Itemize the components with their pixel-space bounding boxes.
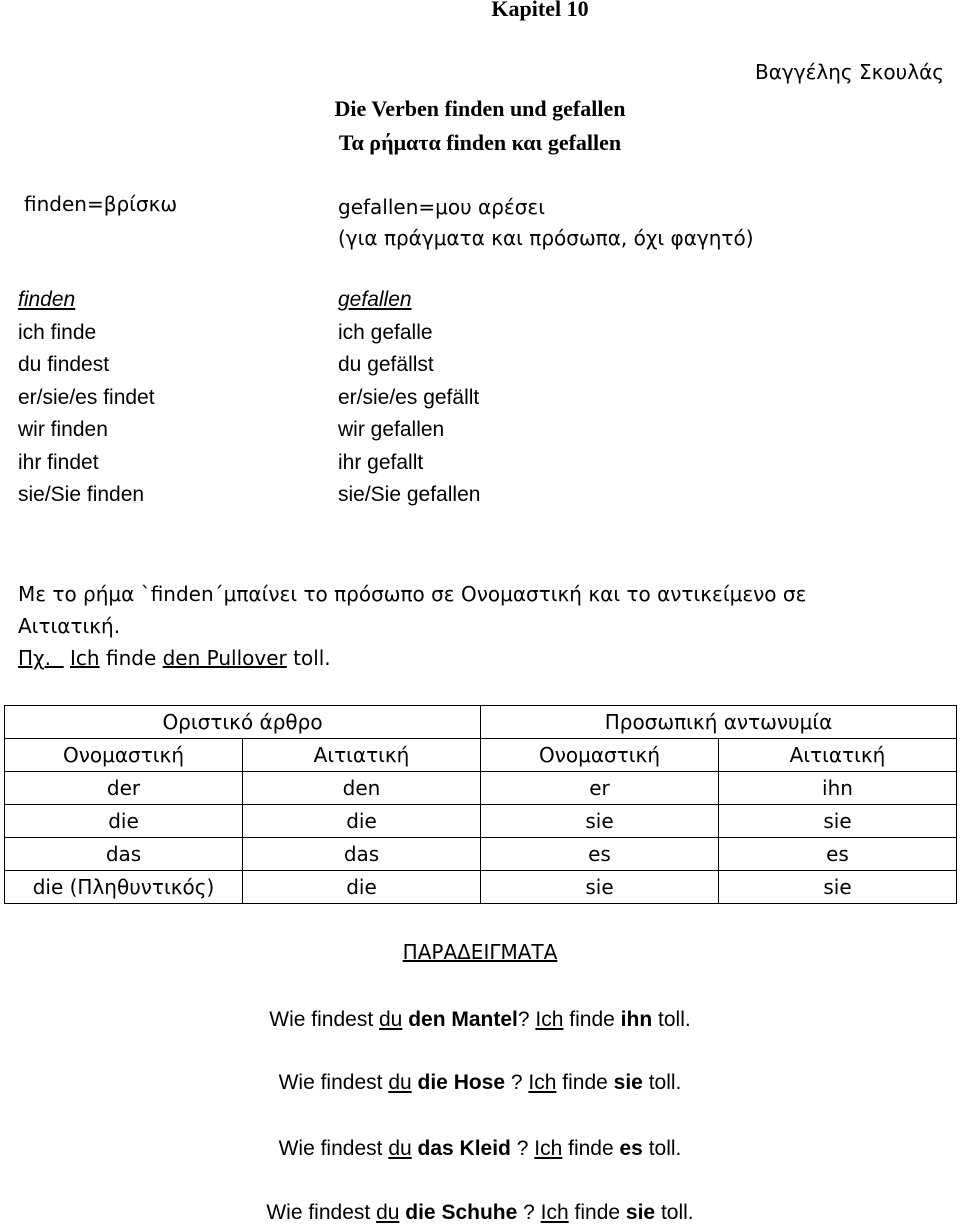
table-cell: den xyxy=(243,772,481,805)
example-verb: finde xyxy=(568,1137,614,1160)
example-subject-du: du xyxy=(376,1201,400,1224)
chapter-title: Kapitel 10 xyxy=(491,0,589,21)
table-column-header: Αιτιατική xyxy=(243,739,481,772)
examples-heading: ΠΑΡΑΔΕΙΓΜΑΤΑ xyxy=(402,940,558,964)
definition-gefallen-block xyxy=(338,192,754,254)
author-name: Βαγγέλης Σκουλάς xyxy=(755,60,944,84)
example-subject-ich: Ich xyxy=(534,1137,563,1160)
example-end: toll. xyxy=(648,1137,682,1160)
example-pronoun: sie xyxy=(625,1201,656,1224)
example-question-mark: ? xyxy=(517,1201,535,1224)
conjugation-form: ich finde xyxy=(18,320,97,344)
conjugation-form: du findest xyxy=(18,353,110,376)
table-cell: ihn xyxy=(719,772,957,805)
example-end: toll. xyxy=(658,1008,691,1031)
table-cell: sie xyxy=(481,805,719,838)
conjugation-heading-gefallen: gefallen xyxy=(338,288,412,311)
example-pronoun: ihn xyxy=(620,1008,653,1031)
conjugation-gefallen xyxy=(338,284,480,512)
table-cell: die xyxy=(5,805,243,838)
table-row xyxy=(5,871,957,904)
example-verb: finde xyxy=(562,1071,608,1094)
definition-finden: finden=βρίσκω xyxy=(24,192,178,216)
conjugation-form: wir gefallen xyxy=(338,418,445,441)
definition-gefallen: gefallen=μου αρέσει xyxy=(338,195,545,219)
table-cell: der xyxy=(5,772,243,805)
table-cell: er xyxy=(481,772,719,805)
conjugation-form: du gefällst xyxy=(338,353,434,376)
example-sentence xyxy=(0,1071,960,1095)
conjugation-form: er/sie/es findet xyxy=(18,385,155,409)
example-question: Wie findest xyxy=(266,1201,371,1224)
example-subject-ich: Ich xyxy=(535,1008,564,1031)
example-question-mark: ? xyxy=(505,1071,523,1094)
example-subject: Ich xyxy=(70,646,100,670)
example-subject-du: du xyxy=(379,1008,403,1031)
conjugation-form: ihr findet xyxy=(18,450,99,474)
declension-table xyxy=(4,705,957,904)
table-column-header-row xyxy=(5,739,957,772)
table-cell: sie xyxy=(481,871,719,904)
example-question: Wie findest xyxy=(278,1071,383,1094)
table-cell: es xyxy=(481,838,719,871)
example-question: Wie findest xyxy=(278,1137,383,1160)
conjugation-form: sie/Sie gefallen xyxy=(338,483,481,506)
conjugation-form: ihr gefallt xyxy=(338,450,424,474)
table-column-header: Ονομαστική xyxy=(5,739,243,772)
table-cell: das xyxy=(5,838,243,871)
conjugation-form: er/sie/es gefällt xyxy=(338,385,480,409)
explanation xyxy=(18,578,806,674)
example-verb: finde xyxy=(574,1201,621,1224)
example-object: den Mantel xyxy=(408,1008,518,1031)
title-greek: Τα ρήματα finden και gefallen xyxy=(338,130,622,155)
explanation-line-1: Με το ρήμα `finden΄μπαίνει το πρόσωπο σε Ονομαστική και το αντικείμενο σε xyxy=(18,582,807,606)
table-cell: die xyxy=(243,871,481,904)
example-sentence xyxy=(0,1137,960,1161)
example-object: die Schuhe xyxy=(405,1201,518,1224)
conjugation-form: wir finden xyxy=(18,418,108,441)
example-subject-du: du xyxy=(388,1071,412,1094)
table-cell: sie xyxy=(719,805,957,838)
table-cell: das xyxy=(243,838,481,871)
table-cell: es xyxy=(719,838,957,871)
conjugation-form: sie/Sie finden xyxy=(18,483,145,506)
example-question-mark: ? xyxy=(517,1008,530,1031)
explanation-example xyxy=(18,642,806,674)
table-group-header-row xyxy=(5,706,957,739)
example-pronoun: es xyxy=(619,1137,643,1160)
table-column-header: Ονομαστική xyxy=(481,739,719,772)
example-subject-ich: Ich xyxy=(540,1201,569,1224)
example-end: toll. xyxy=(648,1071,682,1094)
definition-gefallen-note: (για πράγματα και πρόσωπα, όχι φαγητό) xyxy=(338,226,754,250)
table-group-header: Προσωπική αντωνυμία xyxy=(481,706,957,739)
conjugation-heading-finden: finden xyxy=(18,288,76,311)
explanation-line-2: Αιτιατική. xyxy=(18,614,121,638)
example-verb: finde xyxy=(105,646,157,670)
example-verb: finde xyxy=(569,1008,615,1031)
table-row xyxy=(5,838,957,871)
example-object: das Kleid xyxy=(417,1137,511,1160)
example-sentence xyxy=(0,1201,960,1225)
example-sentence xyxy=(0,1008,960,1032)
conjugation-form: ich gefalle xyxy=(338,320,433,344)
page-title xyxy=(160,92,800,160)
table-cell: die (Πληθυντικός) xyxy=(5,871,243,904)
example-end: toll. xyxy=(660,1201,694,1224)
table-cell: sie xyxy=(719,871,957,904)
example-object: die Hose xyxy=(417,1071,506,1094)
example-question: Wie findest xyxy=(269,1008,374,1031)
conjugation-finden xyxy=(18,284,155,512)
example-subject-ich: Ich xyxy=(528,1071,557,1094)
table-cell: die xyxy=(243,805,481,838)
table-row xyxy=(5,772,957,805)
example-object: den Pullover xyxy=(162,646,287,670)
table-group-header: Οριστικό άρθρο xyxy=(5,706,481,739)
example-subject-du: du xyxy=(388,1137,412,1160)
example-label: Πχ. xyxy=(18,646,51,670)
example-pronoun: sie xyxy=(613,1071,643,1094)
example-question-mark: ? xyxy=(510,1137,529,1160)
example-rest: toll. xyxy=(293,646,331,670)
table-column-header: Αιτιατική xyxy=(719,739,957,772)
table-row xyxy=(5,805,957,838)
title-german: Die Verben finden und gefallen xyxy=(334,96,626,121)
